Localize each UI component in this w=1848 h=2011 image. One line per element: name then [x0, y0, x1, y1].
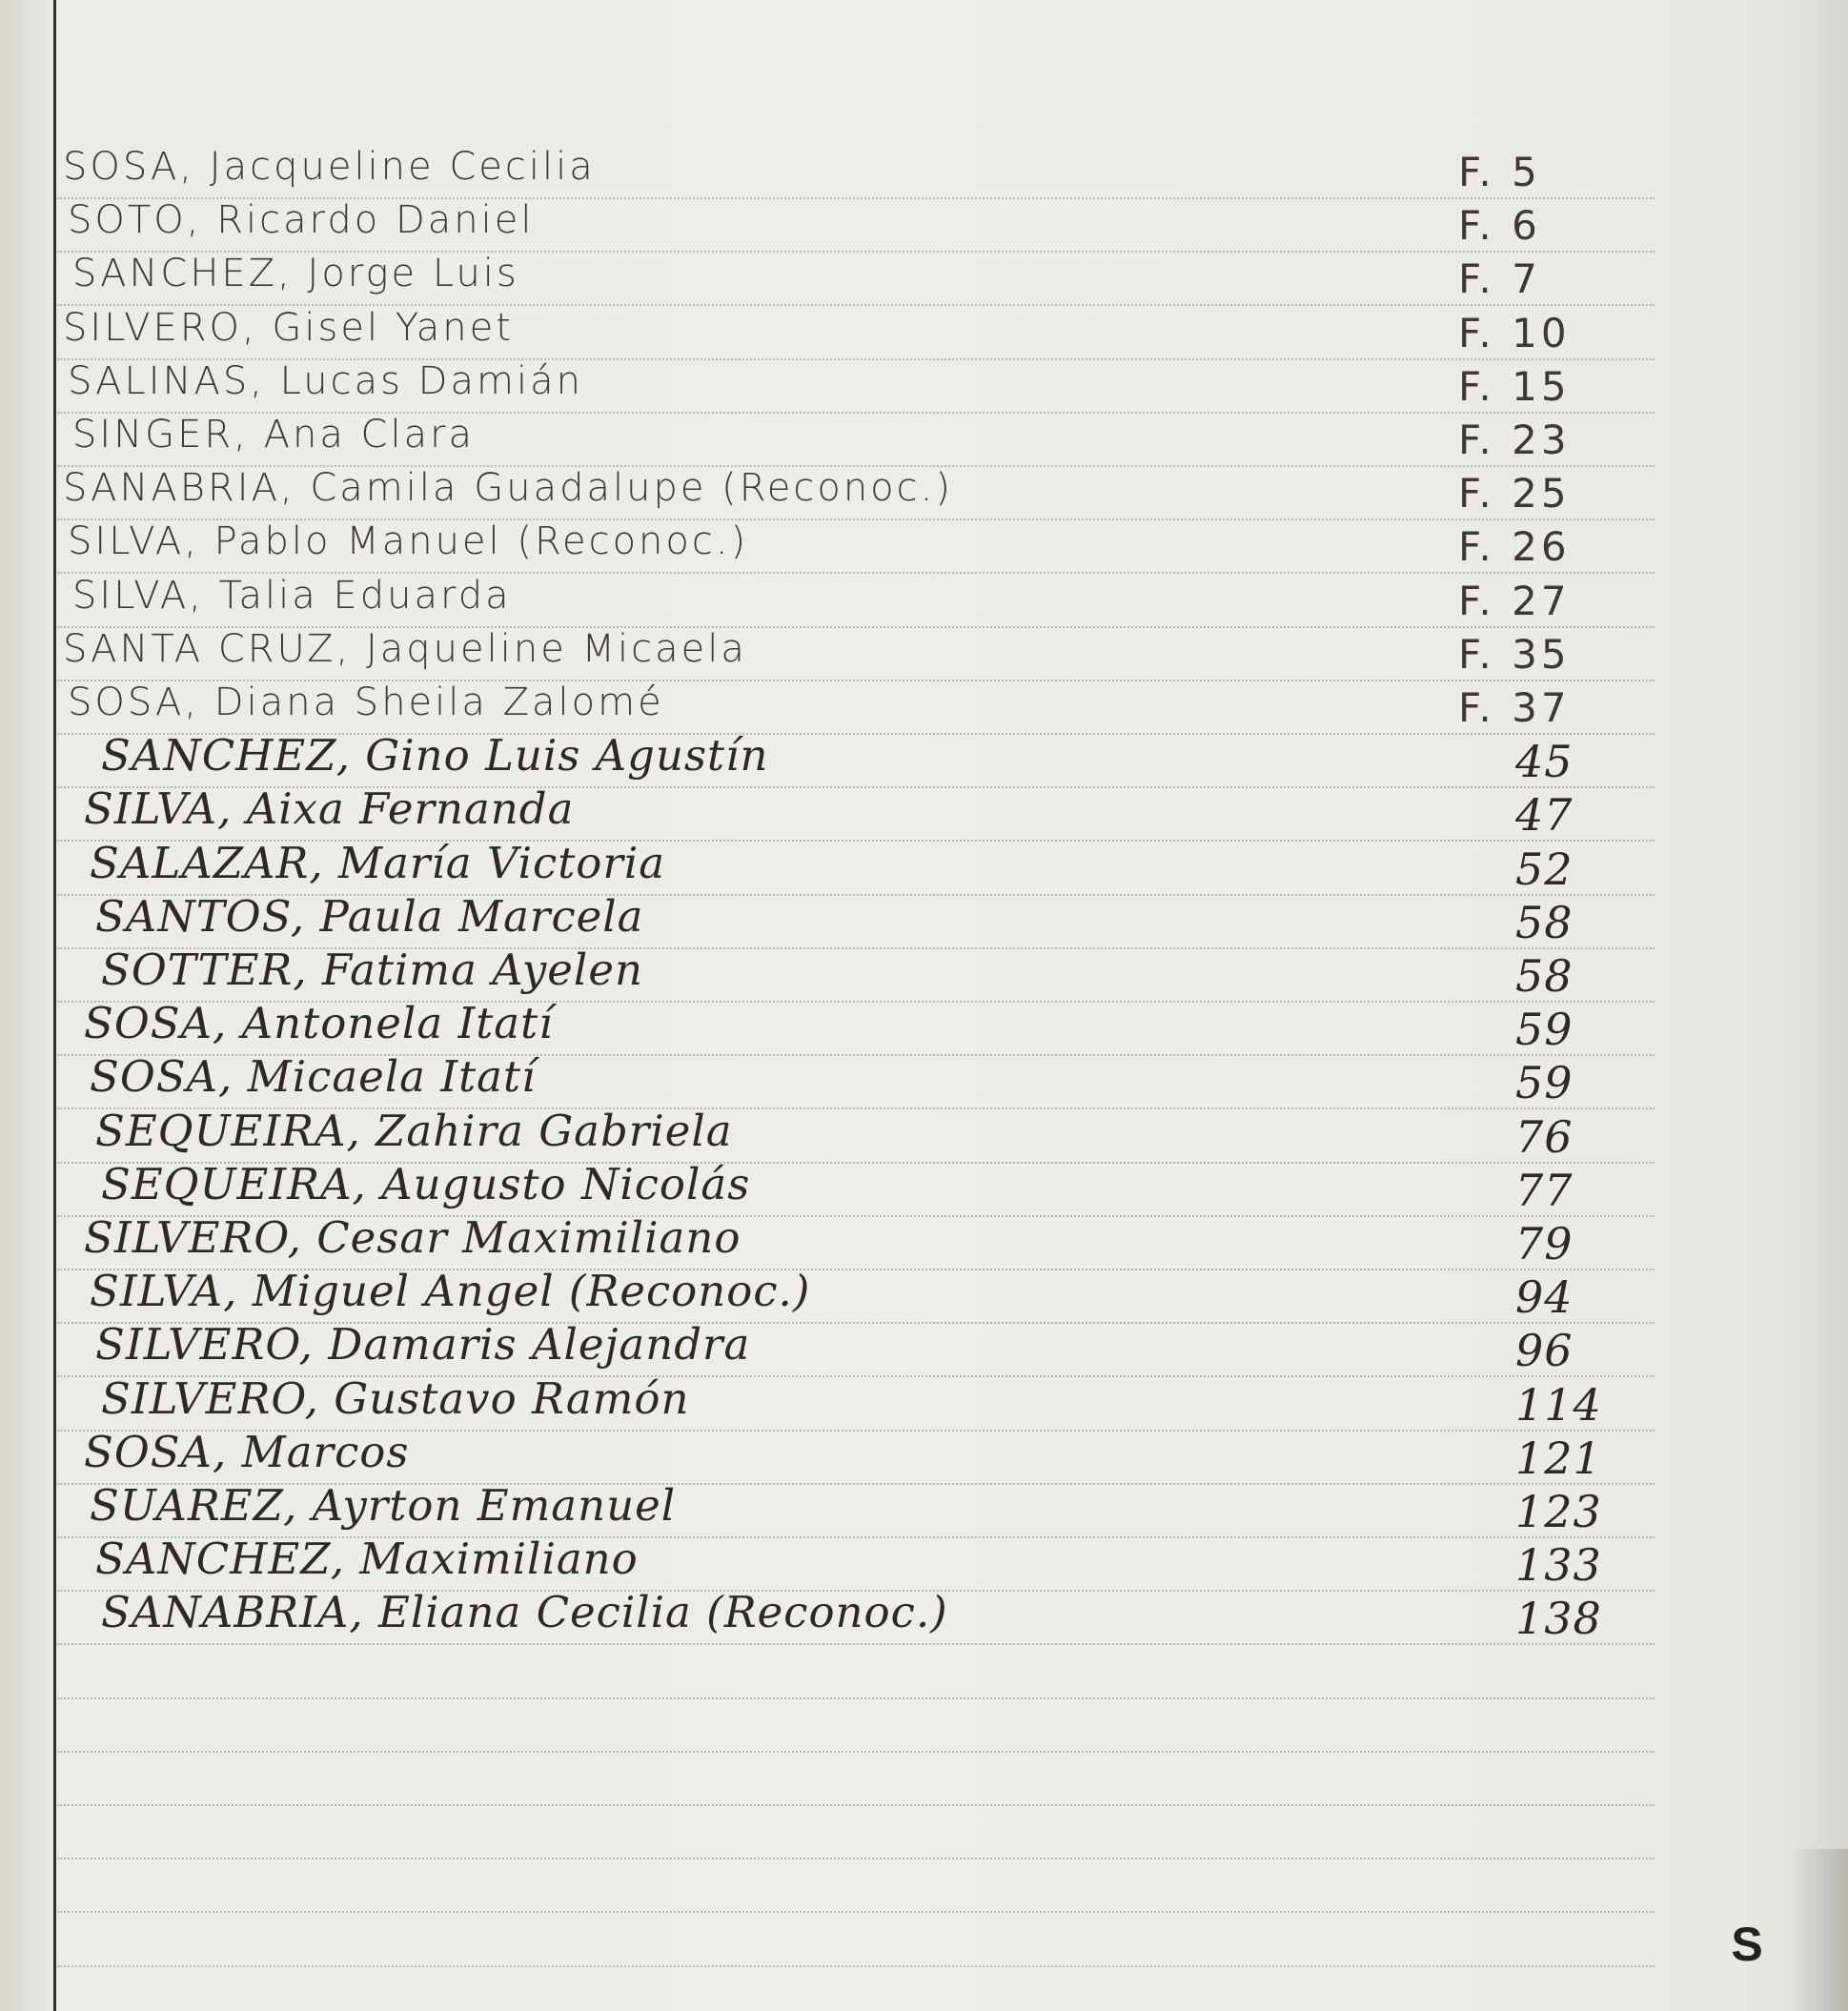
- ruled-line: [57, 1858, 1655, 1859]
- entry-folio: F. 37: [1458, 684, 1571, 731]
- entry-name: SALAZAR, María Victoria: [90, 838, 666, 888]
- ruled-line: [57, 1697, 1655, 1699]
- entry-name: SOTTER, Fatima Ayelen: [101, 945, 643, 995]
- entry-name: SILVA, Pablo Manuel (Reconoc.): [68, 519, 749, 563]
- entry-folio: F. 35: [1458, 631, 1571, 678]
- entry-name: SANCHEZ, Maximiliano: [95, 1534, 639, 1584]
- entry-name: SILVERO, Gisel Yanet: [63, 306, 514, 350]
- entry-name: SANABRIA, Eliana Cecilia (Reconoc.): [101, 1587, 948, 1637]
- entry-name: SILVA, Aixa Fernanda: [84, 783, 575, 834]
- ruled-line: [57, 1911, 1655, 1913]
- entry-name: SILVERO, Gustavo Ramón: [101, 1373, 690, 1424]
- entry-folio: 52: [1515, 843, 1574, 895]
- entry-folio: 121: [1515, 1432, 1602, 1484]
- entry-folio: F. 10: [1458, 310, 1571, 356]
- entry-name: SOSA, Antonela Itatí: [84, 998, 554, 1048]
- entry-folio: 59: [1515, 1004, 1574, 1055]
- ruled-line: [57, 1643, 1655, 1645]
- entry-folio: 138: [1515, 1593, 1602, 1644]
- entry-name: SANCHEZ, Gino Luis Agustín: [101, 730, 769, 781]
- entry-folio: 133: [1515, 1539, 1602, 1591]
- entry-name: SILVERO, Damaris Alejandra: [95, 1319, 751, 1370]
- entry-name: SANTOS, Paula Marcela: [95, 891, 644, 942]
- ruled-line: [57, 1804, 1655, 1806]
- entry-folio: 79: [1515, 1218, 1574, 1270]
- entry-folio: F. 7: [1458, 255, 1541, 302]
- entry-name: SUAREZ, Ayrton Emanuel: [90, 1480, 677, 1531]
- entry-folio: F. 26: [1458, 523, 1571, 570]
- entry-name: SEQUEIRA, Zahira Gabriela: [95, 1106, 733, 1156]
- ruled-line: [57, 1965, 1655, 1967]
- ruled-line: [57, 1751, 1655, 1753]
- entry-name: SOSA, Jacqueline Cecilia: [63, 145, 596, 189]
- entry-name: SOSA, Micaela Itatí: [90, 1051, 537, 1102]
- entry-name: SALINAS, Lucas Damián: [68, 359, 583, 403]
- entry-folio: 76: [1515, 1111, 1574, 1163]
- entry-name: SILVERO, Cesar Maximiliano: [84, 1212, 741, 1263]
- entry-folio: 123: [1515, 1486, 1602, 1537]
- entry-name: SOSA, Marcos: [84, 1427, 410, 1477]
- margin-line: [53, 0, 56, 2011]
- entry-folio: F. 27: [1458, 578, 1571, 624]
- entry-folio: 114: [1515, 1379, 1602, 1431]
- entry-name: SILVA, Miguel Angel (Reconoc.): [90, 1266, 811, 1316]
- entry-folio: 58: [1515, 950, 1574, 1002]
- page-edge-shadow: [1781, 0, 1848, 2011]
- entry-name: SEQUEIRA, Augusto Nicolás: [101, 1159, 751, 1209]
- entry-folio: 58: [1515, 897, 1574, 948]
- binding-spine: [0, 0, 55, 2011]
- entry-name: SANCHEZ, Jorge Luis: [72, 252, 519, 295]
- entry-folio: F. 6: [1458, 202, 1541, 249]
- entry-folio: F. 5: [1458, 149, 1541, 195]
- entry-folio: 59: [1515, 1057, 1574, 1108]
- index-tab-edge: [1790, 1849, 1848, 2011]
- entry-folio: 47: [1515, 789, 1574, 841]
- entry-name: SOTO, Ricardo Daniel: [68, 198, 535, 242]
- entry-name: SINGER, Ana Clara: [72, 413, 476, 457]
- entry-folio: F. 25: [1458, 470, 1571, 517]
- entry-name: SILVA, Talia Eduarda: [72, 574, 512, 618]
- entry-folio: F. 23: [1458, 416, 1571, 463]
- entry-name: SANABRIA, Camila Guadalupe (Reconoc.): [63, 466, 953, 510]
- entry-folio: F. 15: [1458, 363, 1571, 410]
- index-letter: S: [1731, 1918, 1763, 1971]
- entry-name: SANTA CRUZ, Jaqueline Micaela: [63, 627, 747, 671]
- entry-folio: 94: [1515, 1271, 1574, 1323]
- entry-name: SOSA, Diana Sheila Zalomé: [68, 680, 664, 724]
- entry-folio: 96: [1515, 1325, 1574, 1376]
- entry-folio: 45: [1515, 736, 1574, 787]
- entry-folio: 77: [1515, 1165, 1574, 1216]
